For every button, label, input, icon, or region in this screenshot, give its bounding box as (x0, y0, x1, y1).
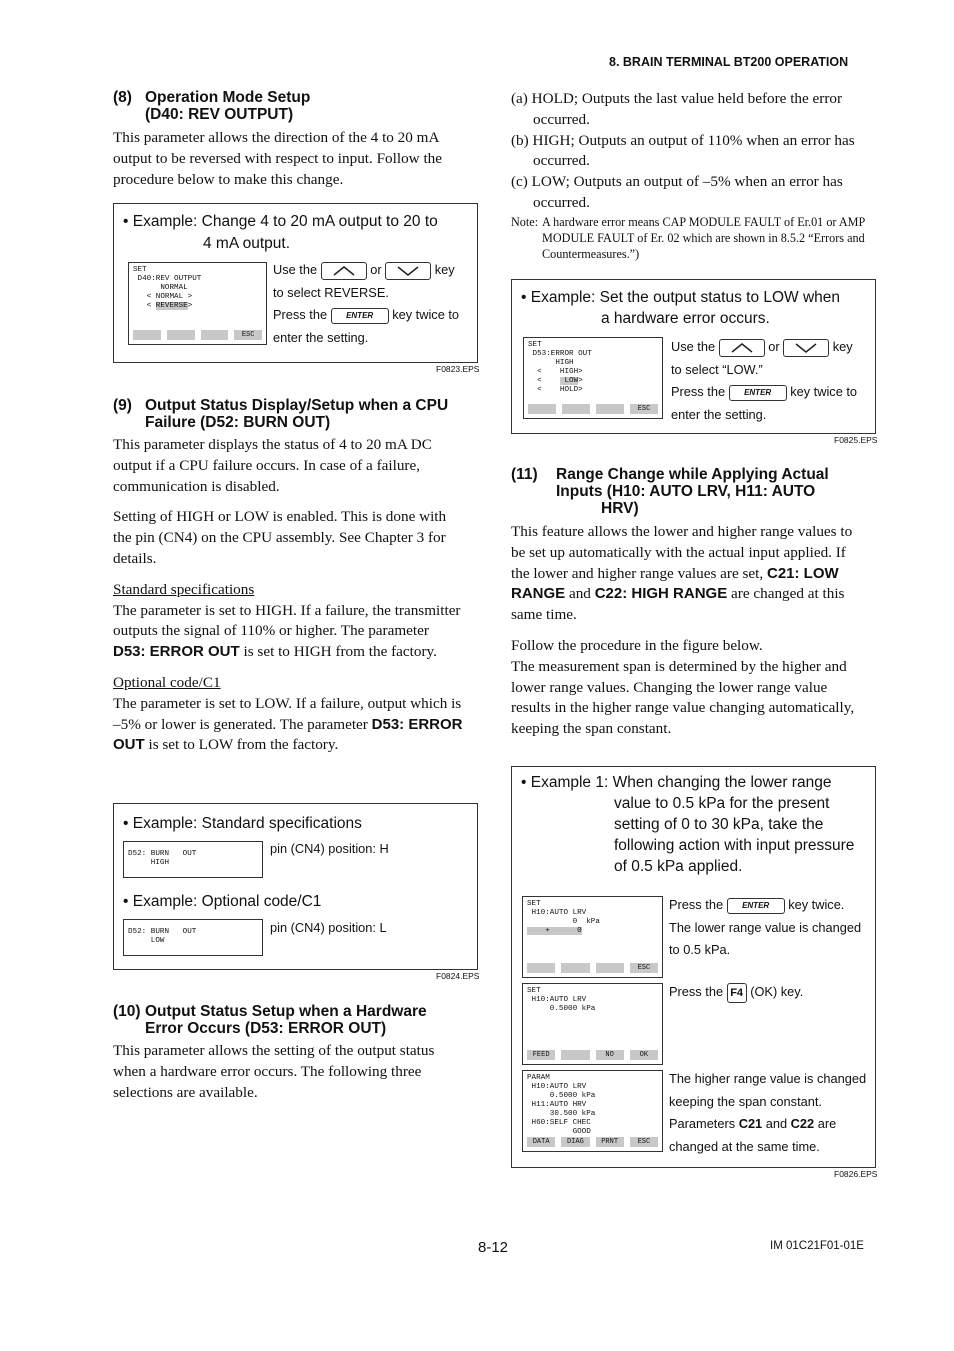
lcd-line: 0 kPa (527, 918, 600, 926)
sec8-title (145, 89, 310, 123)
option-hold: (a) HOLD; Outputs the last value held before the error occurred. (511, 90, 843, 128)
sec9-example2-note: pin (CN4) position: L (270, 920, 387, 935)
sec10-figure-label: F0825.EPS (834, 435, 878, 445)
sec10-lcd (523, 337, 663, 419)
lcd-softkeys (527, 1137, 658, 1147)
sec11-step3-text (669, 1068, 874, 1158)
sec8-instructions (273, 259, 473, 349)
sec11-title-line1: Range Change while Applying Actual (556, 466, 829, 483)
lcd-line: > (187, 302, 193, 310)
chapter-header: 8. BRAIN TERMINAL BT200 OPERATION (609, 55, 849, 69)
instr-text: and (765, 1116, 788, 1131)
lcd-line: SET (527, 900, 541, 908)
instr-text: changed at the same time. (669, 1138, 820, 1154)
sec11-example-line5: of 0.5 kPa applied. (614, 858, 743, 875)
sec11-para2: Follow the procedure in the figure below. (511, 636, 763, 654)
lcd-line: GOOD (527, 1128, 591, 1136)
instr-text: key twice to (392, 307, 460, 322)
lcd-line: D53:ERROR OUT (528, 350, 592, 358)
sec8-title-line2: (D40: REV OUTPUT) (145, 106, 294, 123)
sec11-para3: The measurement span is determined by the higher and lower range values. Changing the lower range value results in the higher range value changing automatically, keeping the span constant. (511, 657, 855, 738)
lcd-softkeys (528, 404, 658, 414)
sec9-example1-title: • Example: Standard specifications (123, 815, 362, 832)
lcd-line: < (133, 302, 156, 310)
sec11-keyword-c22: C22: HIGH RANGE (594, 585, 728, 603)
lcd-line: SET (528, 341, 542, 349)
up-arrow-key-icon (321, 262, 367, 280)
softkey-esc: ESC (630, 404, 658, 414)
sec9-para2: Setting of HIGH or LOW is enabled. This is done with the pin (CN4) on the CPU assembly. See Chapter 3 for details. (113, 508, 447, 567)
sec11-example-line3: setting of 0 to 30 kPa, take the (614, 816, 824, 833)
sec11-title-line2: Inputs (H10: AUTO LRV, H11: AUTO (556, 483, 816, 500)
sec9-title-line2: Failure (D52: BURN OUT) (145, 414, 331, 431)
sec11-lcd-step2 (522, 983, 663, 1065)
sec10-title (145, 1003, 427, 1037)
sec10-body: This parameter allows the setting of the output status when a hardware error occurs. The following three selections are available. (113, 1042, 435, 1101)
instr-text: key (434, 262, 455, 277)
instr-text: or (370, 262, 382, 277)
sec9-num: (9) (113, 397, 132, 414)
sec9-example1-note: pin (CN4) position: H (270, 841, 389, 856)
sec11-example-line1: • Example 1: When changing the lower range (521, 774, 832, 791)
sec8-num: (8) (113, 89, 132, 106)
lcd-selected: REVERSE (155, 302, 188, 310)
sec11-lcd-step3 (522, 1070, 663, 1152)
instr-text: Press the (669, 984, 724, 999)
lcd-line: LOW (128, 937, 165, 945)
softkey-data: DATA (527, 1137, 555, 1147)
lcd-line: HIGH (528, 359, 574, 367)
sec11-num: (11) (511, 466, 538, 483)
sec8-example-line1: • Example: Change 4 to 20 mA output to 20 to (123, 213, 438, 230)
lcd-line: H10:AUTO LRV (527, 909, 587, 917)
instr-text: (OK) key. (750, 984, 804, 999)
lcd-line: D40:REV OUTPUT (133, 275, 202, 283)
sec10-example-line1: • Example: Set the output status to LOW when (521, 289, 841, 306)
sec11-example-line2: value to 0.5 kPa for the present (614, 795, 830, 812)
instr-text: to 0.5 kPa. (669, 942, 731, 957)
down-arrow-key-icon (385, 262, 431, 280)
sec9-opt-text-end: is set to LOW from the factory. (148, 736, 339, 754)
enter-key-icon: ENTER (331, 308, 389, 324)
softkey-diag: DIAG (561, 1137, 589, 1147)
sec10-title-line1: Output Status Setup when a Hardware (145, 1003, 427, 1020)
lcd-line: NORMAL (133, 284, 188, 292)
sec9-std-keyword: D53: ERROR OUT (113, 643, 240, 661)
lcd-line: 30.500 kPa (527, 1110, 596, 1118)
sec9-opt-text: The parameter is set to LOW. If a failure, output which is –5% or lower is generated. The parameter (113, 694, 462, 733)
sec11-lcd-step1 (522, 896, 663, 978)
sec9-std-heading: Standard specifications (113, 580, 255, 598)
lcd-line: H60:SELF CHEC (527, 1119, 591, 1127)
softkey-feed: FEED (527, 1050, 555, 1060)
option-low: (c) LOW; Outputs an output of –5% when an error has occurred. (511, 173, 843, 211)
instr-text: or (768, 339, 780, 354)
note-label: Note: (511, 215, 539, 229)
sec9-std-text: The parameter is set to HIGH. If a failure, the transmitter outputs the signal of 110% or higher. The parameter (113, 601, 461, 640)
f4-key-icon: F4 (727, 983, 747, 1003)
lcd-line: < HOLD> (528, 386, 583, 394)
instr-text: The higher range value is changed (669, 1071, 867, 1086)
softkey-esc: ESC (630, 963, 658, 973)
instr-text: keeping the span constant. (669, 1093, 822, 1109)
softkey-ok: OK (630, 1050, 658, 1060)
sec9-title-line1: Output Status Display/Setup when a CPU (145, 397, 449, 414)
instr-text: Use the (671, 339, 716, 354)
lcd-line: < NORMAL > (133, 293, 193, 301)
sec11-figure-label: F0826.EPS (834, 1169, 878, 1179)
sec8-title-line1: Operation Mode Setup (145, 89, 311, 106)
lcd-line: > (578, 377, 583, 385)
param-c21: C21 (738, 1116, 763, 1131)
sec9-para1: This parameter displays the status of 4 to 20 mA DC output if a CPU failure occurs. In case of a failure, communication is disabled. (113, 436, 432, 495)
lcd-line: PARAM (527, 1074, 550, 1082)
lcd-line: H11:AUTO HRV (527, 1101, 587, 1109)
sec9-example2-title: • Example: Optional code/C1 (123, 893, 322, 910)
enter-key-icon: ENTER (729, 385, 787, 401)
up-arrow-key-icon (719, 339, 765, 357)
lcd-line: SET (527, 987, 541, 995)
lcd-line: < (528, 377, 560, 385)
sec9-figure-label: F0824.EPS (436, 971, 480, 981)
sec11-example-line4: following action with input pressure (614, 837, 855, 854)
instr-text: Press the (273, 307, 328, 322)
softkey-no: NO (596, 1050, 624, 1060)
instr-text: enter the setting. (273, 329, 369, 345)
lcd-selected: LOW (559, 377, 579, 385)
sec9-lcd-high (123, 841, 263, 878)
lcd-softkeys (527, 1050, 658, 1060)
sec9-body (113, 435, 465, 766)
output-options (511, 89, 863, 214)
sec11-keyword-c21: C21: LOW RANGE (511, 564, 839, 603)
param-c22: C22 (790, 1116, 815, 1131)
lcd-softkeys (527, 963, 658, 973)
page-number: 8-12 (478, 1239, 509, 1256)
softkey-esc: ESC (234, 330, 262, 340)
lcd-line: 0.5000 kPa (527, 1005, 596, 1013)
lcd-selected: + 0 (527, 927, 582, 935)
document-id: IM 01C21F01-01E (770, 1240, 864, 1252)
instr-text: key (832, 339, 853, 354)
sec11-body (511, 522, 866, 740)
sec11-para1-end: are changed at this same time. (511, 585, 845, 624)
sec11-title-line3: HRV) (601, 500, 639, 517)
instr-text: to select REVERSE. (273, 284, 389, 300)
sec8-body: This parameter allows the direction of the 4 to 20 mA output to be reversed with respect to input. Follow the procedure below to make this change. (113, 129, 443, 188)
sec9-example-box (113, 803, 478, 970)
sec9-title (145, 397, 448, 431)
sec10-title-line2: Error Occurs (D53: ERROR OUT) (145, 1020, 387, 1037)
lcd-line: H10:AUTO LRV (527, 996, 587, 1004)
sec9-std-text-end: is set to HIGH from the factory. (243, 643, 437, 661)
lcd-line: H10:AUTO LRV (527, 1083, 587, 1091)
lcd-line: HIGH (128, 859, 170, 867)
instr-text: to select “LOW.” (671, 361, 763, 377)
instr-text: Press the (671, 384, 726, 399)
instr-text: The lower range value is changed (669, 919, 862, 935)
sec11-and: and (568, 585, 591, 603)
instr-text: Press the (669, 897, 724, 912)
lcd-line: D52: BURN OUT (128, 928, 197, 936)
softkey-prnt: PRNT (596, 1137, 624, 1147)
lcd-line: 0.5000 kPa (527, 1092, 596, 1100)
sec9-lcd-low (123, 919, 263, 956)
hardware-error-note (511, 214, 866, 262)
instr-text: key twice to (790, 384, 858, 399)
instr-text: enter the setting. (671, 406, 767, 422)
down-arrow-key-icon (783, 339, 829, 357)
softkey-esc: ESC (630, 1137, 658, 1147)
sec9-opt-keyword: D53: ERROR OUT (113, 715, 463, 754)
sec10-example-line2: a hardware error occurs. (601, 310, 770, 327)
sec11-step2-text (669, 981, 874, 1004)
lcd-line: D52: BURN OUT (128, 850, 197, 858)
sec11-para1: This feature allows the lower and higher range values to be set up automatically with the actual input applied. If the lower and higher range values are set, (511, 523, 853, 582)
instr-text: are (817, 1116, 837, 1131)
lcd-line: < HIGH> (528, 368, 583, 376)
sec8-lcd (128, 262, 267, 345)
sec8-example-line2: 4 mA output. (203, 235, 291, 252)
sec10-example-box (511, 279, 876, 434)
sec8-example-box (113, 203, 478, 363)
sec11-step1-text (669, 894, 874, 962)
enter-key-icon: ENTER (727, 898, 785, 914)
lcd-softkeys (133, 330, 262, 340)
sec11-title (556, 466, 829, 517)
sec9-opt-heading: Optional code/C1 (113, 673, 221, 691)
instr-text: Parameters (669, 1116, 736, 1131)
sec10-num: (10) (113, 1003, 141, 1020)
note-text: A hardware error means CAP MODULE FAULT of Er.01 or AMP MODULE FAULT of Er. 02 which are shown in 8.5.2 “Errors and Countermeasures.”) (542, 215, 865, 261)
sec10-instructions (671, 336, 871, 426)
sec8-figure-label: F0823.EPS (436, 364, 480, 374)
sec11-example-box (511, 766, 876, 1168)
instr-text: key twice. (788, 897, 845, 912)
option-high: (b) HIGH; Outputs an output of 110% when an error has occurred. (511, 131, 855, 170)
lcd-line: SET (133, 266, 147, 274)
instr-text: Use the (273, 262, 318, 277)
